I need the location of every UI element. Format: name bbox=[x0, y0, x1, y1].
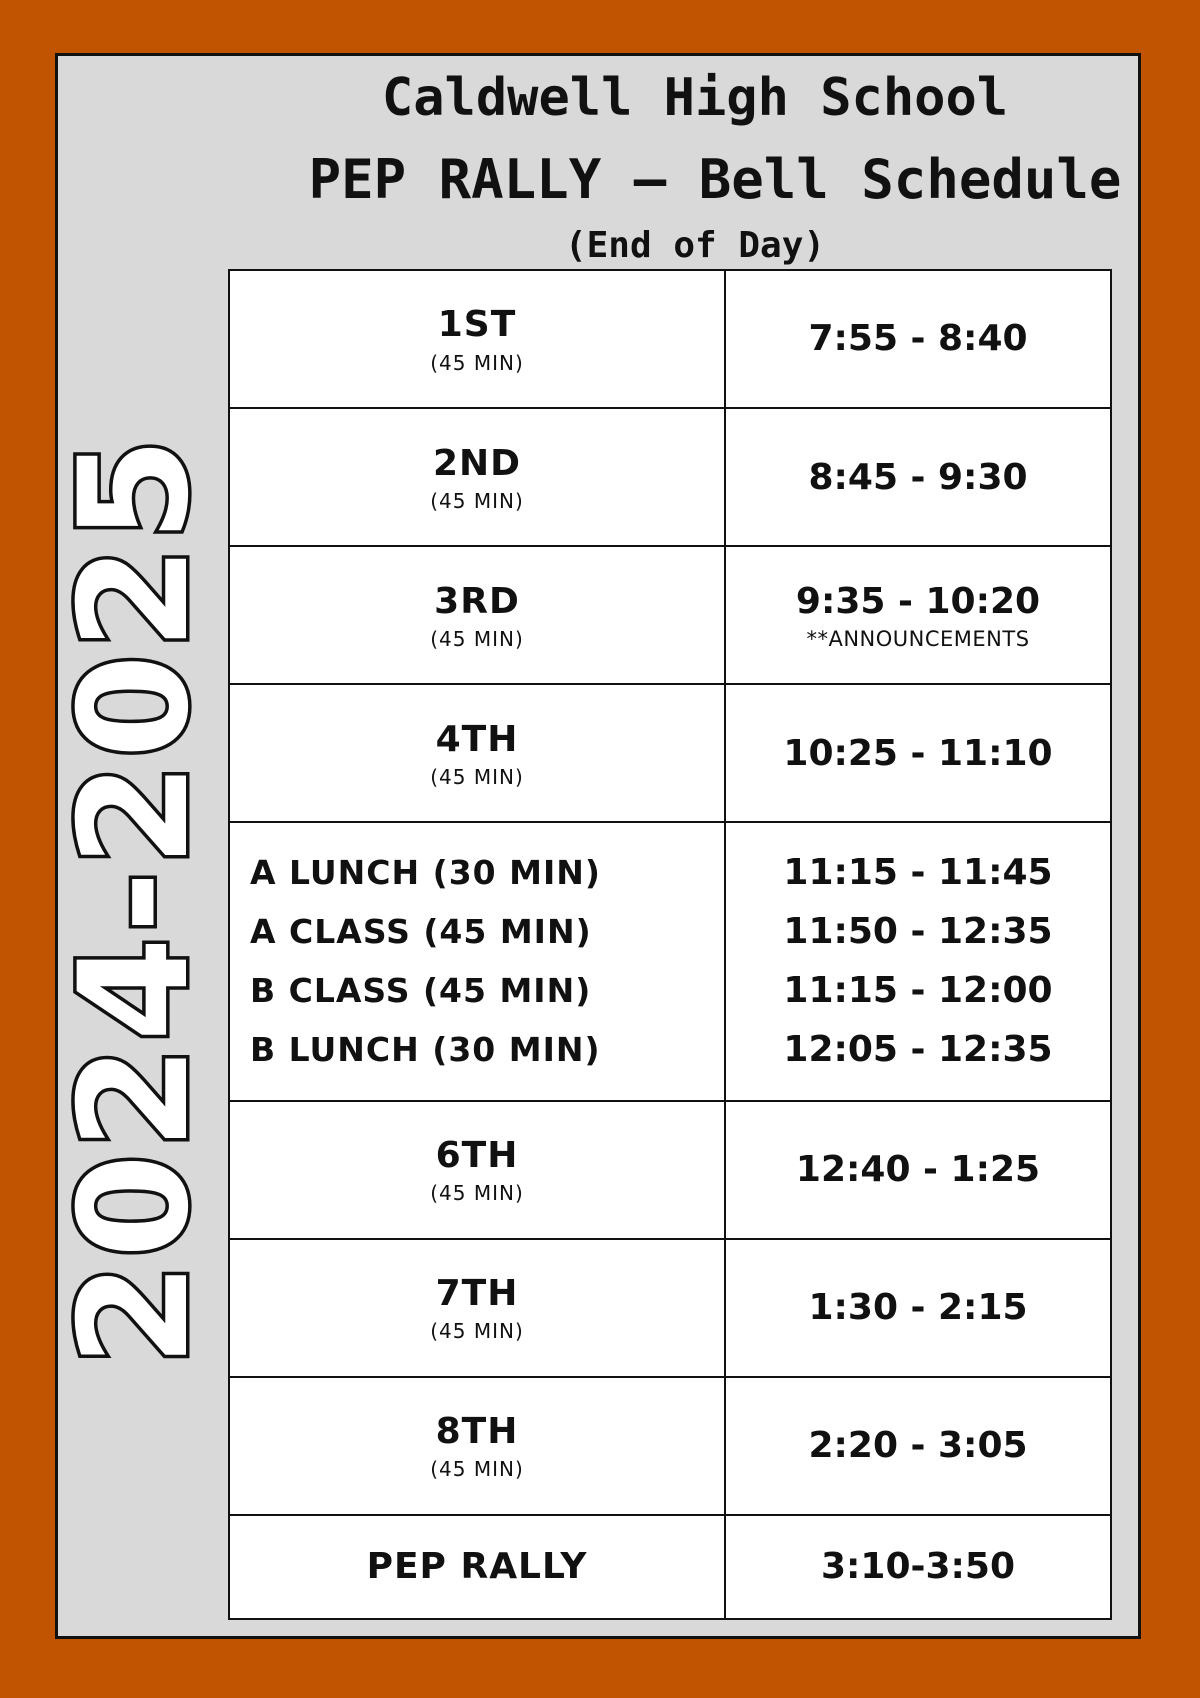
period-duration: (45 MIN) bbox=[430, 1319, 524, 1344]
period-name: 7TH bbox=[435, 1273, 519, 1315]
period-duration: (45 MIN) bbox=[430, 488, 524, 513]
period-name: 3RD bbox=[434, 580, 520, 622]
time-cell bbox=[725, 684, 1111, 822]
period-time: 12:40 - 1:25 bbox=[795, 1149, 1041, 1191]
schedule-title: PEP RALLY – Bell Schedule bbox=[308, 148, 1122, 211]
period-time: 10:25 - 11:10 bbox=[783, 732, 1053, 774]
lunch-time: 11:15 - 12:00 bbox=[783, 970, 1053, 1012]
period-duration: (45 MIN) bbox=[430, 1181, 524, 1206]
period-time: 7:55 - 8:40 bbox=[808, 318, 1028, 360]
period-cell bbox=[229, 1101, 725, 1239]
period-time: 8:45 - 9:30 bbox=[808, 456, 1028, 498]
table-row bbox=[229, 684, 1111, 822]
lunch-label: A CLASS (45 MIN) bbox=[250, 912, 592, 952]
pep-rally-row bbox=[229, 1515, 1111, 1619]
period-cell bbox=[229, 1515, 725, 1619]
period-duration: (45 MIN) bbox=[430, 764, 524, 789]
time-cell bbox=[725, 1101, 1111, 1239]
time-cell bbox=[725, 1515, 1111, 1619]
lunch-time: 12:05 - 12:35 bbox=[783, 1029, 1053, 1071]
table-row bbox=[229, 1377, 1111, 1515]
pep-rally-time: 3:10-3:50 bbox=[820, 1546, 1016, 1588]
school-name: Caldwell High School bbox=[381, 68, 1009, 128]
period-duration: (45 MIN) bbox=[430, 1457, 524, 1482]
period-cell bbox=[229, 546, 725, 684]
schedule-subtitle: (End of Day) bbox=[564, 225, 826, 266]
lunch-time: 11:15 - 11:45 bbox=[783, 852, 1053, 894]
lunch-label: B CLASS (45 MIN) bbox=[250, 971, 592, 1011]
period-cell bbox=[229, 270, 725, 408]
period-name: 1ST bbox=[437, 304, 517, 346]
period-time: 9:35 - 10:20 bbox=[795, 580, 1041, 622]
table-row bbox=[229, 1101, 1111, 1239]
lunch-label: B LUNCH (30 MIN) bbox=[250, 1030, 601, 1070]
table-row bbox=[229, 1239, 1111, 1377]
table-row bbox=[229, 408, 1111, 546]
lunch-labels-cell bbox=[229, 822, 725, 1100]
period-cell bbox=[229, 1239, 725, 1377]
lunch-label: A LUNCH (30 MIN) bbox=[250, 853, 601, 893]
time-cell bbox=[725, 546, 1111, 684]
period-name: 8TH bbox=[435, 1411, 519, 1453]
time-cell bbox=[725, 270, 1111, 408]
lunch-times-cell bbox=[725, 822, 1111, 1100]
period-name: 4TH bbox=[435, 718, 519, 760]
announcements-note: **ANNOUNCEMENTS bbox=[806, 626, 1030, 651]
time-cell bbox=[725, 1377, 1111, 1515]
pep-rally-label: PEP RALLY bbox=[366, 1546, 588, 1588]
period-time: 2:20 - 3:05 bbox=[808, 1425, 1028, 1467]
period-time: 1:30 - 2:15 bbox=[808, 1287, 1028, 1329]
period-duration: (45 MIN) bbox=[430, 350, 524, 375]
bell-schedule-table bbox=[228, 269, 1112, 1620]
table-row bbox=[229, 270, 1111, 408]
lunch-time: 11:50 - 12:35 bbox=[783, 911, 1053, 953]
period-cell bbox=[229, 408, 725, 546]
period-duration: (45 MIN) bbox=[430, 626, 524, 651]
table-row bbox=[229, 546, 1111, 684]
time-cell bbox=[725, 1239, 1111, 1377]
lunch-block-row bbox=[229, 822, 1111, 1100]
period-name: 2ND bbox=[432, 442, 522, 484]
time-cell bbox=[725, 408, 1111, 546]
period-cell bbox=[229, 1377, 725, 1515]
school-year-label: 2024-2025 bbox=[48, 433, 222, 1367]
period-name: 6TH bbox=[435, 1135, 519, 1177]
period-cell bbox=[229, 684, 725, 822]
